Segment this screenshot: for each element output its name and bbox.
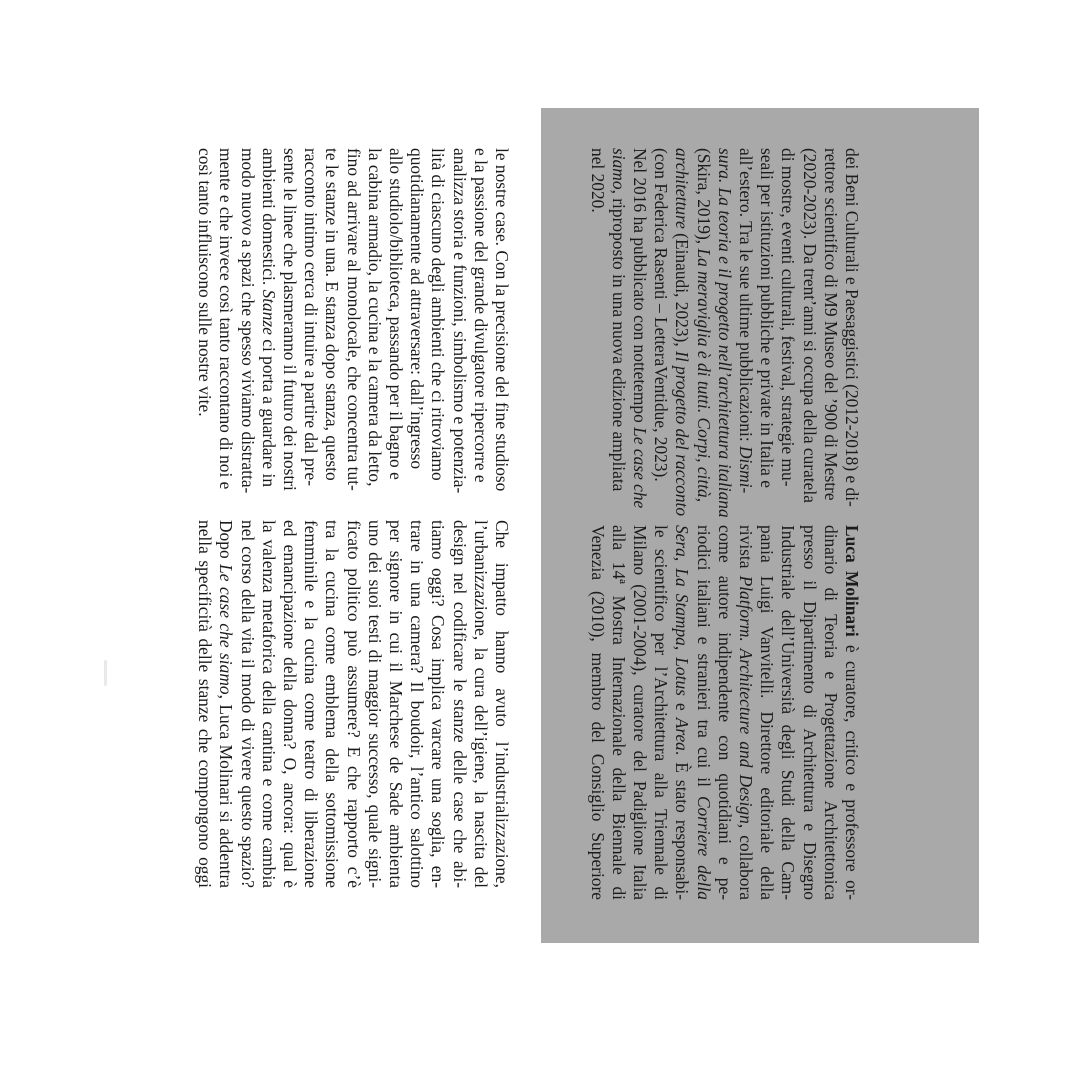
- text-line: trare in una camera? Il boudoir, l’antico salottino: [407, 520, 428, 888]
- text-line: nella specificità delle stanze che compongono oggi: [195, 520, 216, 888]
- text-line: (Skira, 2019), La meraviglia è di tutti. Corpi, città,: [693, 148, 714, 503]
- text-line: Dopo Le case che siamo, Luca Molinari si addentra: [216, 520, 237, 888]
- text-line: rettore scientifico di M9 Museo del ’900 di Mestre: [820, 148, 841, 501]
- text-line: seali per istituzioni pubbliche e private in Italia e: [757, 148, 778, 488]
- text-line: (con Federica Rasenti – LetteraVentidue, 2023).: [651, 148, 672, 482]
- text-line: Luca Molinari è curatore, critico e professore or-: [842, 525, 862, 900]
- text-line: Venezia (2010), membro del Consiglio Superiore: [587, 525, 608, 900]
- text-line: alla 14ª Mostra Internazionale della Biennale di: [608, 525, 629, 900]
- text-line: modo nuovo a spazi che spesso viviamo distratta-: [237, 148, 258, 494]
- text-line: ed emancipazione della donna? O, ancora: qual è: [279, 520, 300, 888]
- text-line: Nel 2016 ha pubblicato con nottetempo Le case che: [629, 148, 650, 509]
- text-line: dinario di Teoria e Progettazione Architettonica: [820, 525, 841, 900]
- text-line: le scientifico per l’Architettura alla Triennale di: [651, 525, 672, 900]
- text-line: dei Beni Culturali e Paesaggistici (2012-2018) e di-: [842, 148, 862, 507]
- text-line: lità di ciascuno degli ambienti che ci ritroviamo: [428, 148, 449, 481]
- text-line: e la passione del grande divulgatore ripercorre e: [470, 148, 491, 483]
- text-line: mente e che invece così tanto raccontano di noi e: [216, 148, 237, 490]
- text-line: ambienti domestici. Stanze ci porta a guardare in: [258, 148, 279, 488]
- text-line: uno dei suoi testi di maggior successo, quale signi-: [364, 520, 385, 888]
- text-line: come autore indipendente con quotidiani e pe-: [714, 525, 735, 900]
- text-line: architetture (Einaudi, 2023), Il progetto del racconto: [672, 148, 693, 517]
- text-line: tra la cucina come emblema della sottomissione: [322, 520, 343, 888]
- bio-column-bottom: [586, 525, 862, 900]
- text-line: la valenza metaforica della cantina e come cambia: [258, 520, 279, 888]
- text-line: pania Luigi Vanvitelli. Direttore editoriale della: [757, 525, 778, 900]
- text-line: nel corso della vita il modo di vivere questo spazio?: [237, 520, 258, 888]
- bio-column-top: [586, 148, 862, 518]
- text-line: (2020-2023). Da trent’anni si occupa della curatela: [799, 148, 820, 503]
- scan-mark: [104, 660, 107, 686]
- text-line: sura. La teoria e il progetto nell’architettura italiana: [714, 148, 735, 518]
- text-line: quotidianamente ad attraversare: dall’ingresso: [407, 148, 428, 470]
- essay-column-top: [194, 148, 512, 494]
- text-line: per signore in cui il Marchese de Sade ambienta: [385, 520, 406, 888]
- text-line: Sera, La Stampa, Lotus e Area. È stato responsabi-: [672, 525, 693, 900]
- text-line: siamo, riproposto in una nuova edizione ampliata: [608, 148, 629, 492]
- text-line: Che impatto hanno avuto l’industrializzazione,: [492, 520, 512, 888]
- text-line: racconto intimo cerca di intuire a partire dal pre-: [301, 148, 322, 486]
- text-line: Industriale dell’Università degli Studi della Cam-: [778, 525, 799, 900]
- text-line: ficato politico può assumere? E che rapporto c’è: [343, 520, 364, 888]
- text-line: all’estero. Tra le sue ultime pubblicazioni: Dismi-: [735, 148, 756, 494]
- text-line: Milano (2001-2004), curatore del Padiglione Italia: [629, 525, 650, 900]
- text-line: te le stanze in una. E stanza dopo stanza, questo: [322, 148, 343, 481]
- text-line: riodici italiani e stranieri tra cui il Corriere della: [693, 525, 714, 900]
- text-line: nel 2020.: [587, 148, 608, 213]
- text-line: fino ad arrivare al monolocale, che concentra tut-: [343, 148, 364, 491]
- text-line: le nostre case. Con la precisione del fine studioso: [492, 148, 512, 492]
- text-line: presso il Dipartimento di Architettura e Disegno: [799, 525, 820, 900]
- text-line: l’urbanizzazione, la cura dell’igiene, la nascita del: [470, 520, 491, 888]
- text-line: analizza storia e funzioni, simbolismo e potenzia-: [449, 148, 470, 494]
- text-line: così tanto influiscono sulle nostre vite.: [195, 148, 216, 417]
- text-line: di mostre, eventi culturali, festival, strategie mu-: [778, 148, 799, 487]
- text-line: tiamo oggi? Cosa implica varcare una soglia, en-: [428, 520, 449, 888]
- text-line: rivista Platform. Architecture and Design, collabora: [735, 525, 756, 900]
- text-line: femminile e la cucina come teatro di liberazione: [301, 520, 322, 888]
- text-line: design nel codificare le stanze delle case che abi-: [449, 520, 470, 888]
- text-line: sente le linee che plasmeranno il futuro dei nostri: [279, 148, 300, 491]
- text-line: la cabina armadio, la cucina e la camera da letto,: [364, 148, 385, 487]
- text-line: allo studiolo/biblioteca, passando per il bagno e: [385, 148, 406, 480]
- essay-column-bottom: [194, 520, 512, 888]
